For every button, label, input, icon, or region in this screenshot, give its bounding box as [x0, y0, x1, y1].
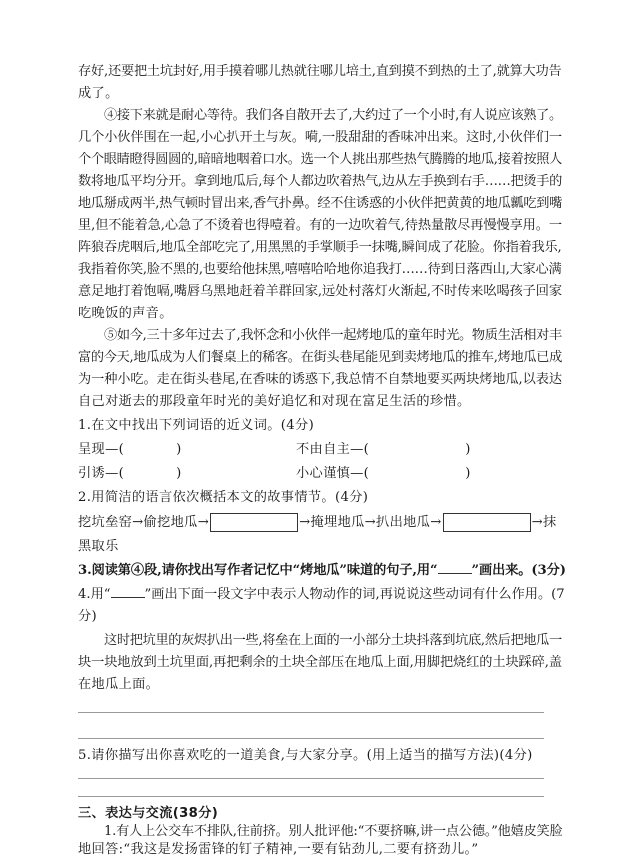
q2-text: 挖坑垒窑→偷挖地瓜→ — [78, 515, 210, 530]
passage-line: 阵狼吞虎咽后,地瓜全部吃完了,用黑黑的手掌顺手一抹嘴,瞬间成了花脸。你指着我乐, — [78, 240, 562, 255]
q2-plot-end: 黑取乐 — [78, 539, 119, 554]
question-1-title: 1.在文中找出下列词语的近义词。(4分) — [78, 418, 315, 433]
section-3-line: 1.有人上公交车不排队,往前挤。别人批评他:“不要挤嘛,讲一点公德。”他嬉皮笑脸 — [104, 824, 563, 839]
passage-line: 自己对逝去的那段童年时光的美好追忆和对现在富足生活的珍惜。 — [78, 394, 471, 409]
q1-word: 不由自主—( — [296, 442, 370, 457]
question-5-title: 5.请你描写出你喜欢吃的一道美食,与大家分享。(用上适当的描写方法)(4分) — [78, 748, 533, 763]
q1-word: 引诱—( — [78, 466, 125, 481]
question-4-title — [78, 585, 565, 605]
passage-line: 为一种小吃。走在街头巷尾,在香味的诱惑下,我总情不自禁地要买两块烤地瓜,以表达 — [78, 372, 562, 387]
answer-line[interactable] — [78, 778, 544, 779]
passage-line: ④接下来就是耐心等待。我们各自散开去了,大约过了一个小时,有人说应该熟了。 — [104, 108, 562, 123]
q1-pair-3 — [78, 464, 182, 484]
passage-line: 吃晚饭的声音。 — [78, 306, 173, 321]
passage-line: ⑤如今,三十多年过去了,我怀念和小伙伴一起烤地瓜的童年时光。物质生活相对丰 — [104, 328, 562, 343]
q4-excerpt-line: 块一块地放到土坑里面,再把剩余的土块全部压在地瓜上面,用脚把烧红的土块踩碎,盖 — [78, 655, 562, 670]
q1-word: 呈现—( — [78, 442, 125, 457]
passage-line: 地瓜掰成两半,热气顿时冒出来,香气扑鼻。经不住诱惑的小伙伴把黄黄的地瓜瓤吃到嘴 — [78, 196, 562, 211]
section-3-line: 地回答:“我这是发扬雷锋的钉子精神,一要有钻劲儿,二要有挤劲儿。” — [78, 842, 479, 857]
answer-line[interactable] — [78, 712, 544, 713]
q2-text: →掩埋地瓜→扒出地瓜→ — [299, 515, 442, 530]
q1-word: 小心谨慎—( — [296, 466, 370, 481]
q1-close: ) — [176, 466, 182, 481]
q1-close: ) — [465, 442, 471, 457]
passage-line: 富的今天,地瓜成为人们餐桌上的稀客。在街头巷尾能见到卖烤地瓜的推车,烤地瓜已成 — [78, 350, 562, 365]
q3-text: ”画出来。(3分) — [471, 563, 566, 578]
q1-pair-1 — [78, 440, 182, 460]
question-3-title — [78, 561, 566, 581]
q1-pair-2 — [296, 440, 471, 460]
q1-close: ) — [465, 466, 471, 481]
q2-text: →抹 — [531, 515, 557, 530]
q2-plot-chain — [78, 513, 557, 533]
q4-excerpt-line: 在地瓜上面。 — [78, 677, 160, 692]
question-2-title: 2.用简洁的语言依次概括本文的故事情节。(4分) — [78, 490, 369, 505]
q4-text: 4.用“ — [78, 587, 111, 602]
answer-box[interactable] — [443, 513, 531, 532]
passage-line: 成了。 — [78, 86, 119, 101]
underline-mark — [438, 573, 472, 574]
q1-pair-4 — [296, 464, 471, 484]
passage-line: 我指着你笑,脸不黑的,也要给他抹黑,嘻嘻哈哈地你追我打……待到日落西山,大家心满 — [78, 262, 562, 277]
passage-line: 里,但不能着急,心急了不烫着也得噎着。有的一边吹着气,待热量散尽再慢慢享用。一 — [78, 218, 562, 233]
q4-excerpt-line: 这时把坑里的灰烬扒出一些,将垒在上面的一小部分土块抖落到坑底,然后把地瓜一 — [104, 633, 562, 648]
underline-mark — [111, 597, 145, 598]
answer-box[interactable] — [210, 513, 298, 532]
q4-title-cont: 分) — [78, 609, 98, 624]
q3-text: 3.阅读第④段,请你找出写作者记忆中“烤地瓜”味道的句子,用“ — [78, 563, 438, 578]
answer-line[interactable] — [78, 796, 544, 797]
passage-line: 数将地瓜平均分开。拿到地瓜后,每个人都边吹着热气,边从左手换到右手……把烫手的 — [78, 174, 562, 189]
passage-line: 几个小伙伴围在一起,小心扒开土与灰。嗬,一股甜甜的香味冲出来。这时,小伙伴们一 — [78, 130, 562, 145]
passage-line: 意足地打着饱嗝,嘴唇乌黑地赶着羊群回家,远处村落灯火渐起,不时传来吆喝孩子回家 — [78, 284, 562, 299]
passage-line: 个个眼睛瞪得圆圆的,暗暗地咽着口水。选一个人挑出那些热气腾腾的地瓜,接着按照人 — [78, 152, 562, 167]
passage-line: 存好,还要把土坑封好,用手摸着哪儿热就往哪儿培土,直到摸不到热的土了,就算大功告 — [78, 64, 562, 79]
q4-text: ”画出下面一段文字中表示人物动作的词,再说说这些动词有什么作用。(7 — [144, 587, 565, 602]
q1-close: ) — [176, 442, 182, 457]
section-3-title: 三、表达与交流(38分) — [78, 806, 219, 821]
answer-line[interactable] — [78, 738, 544, 739]
